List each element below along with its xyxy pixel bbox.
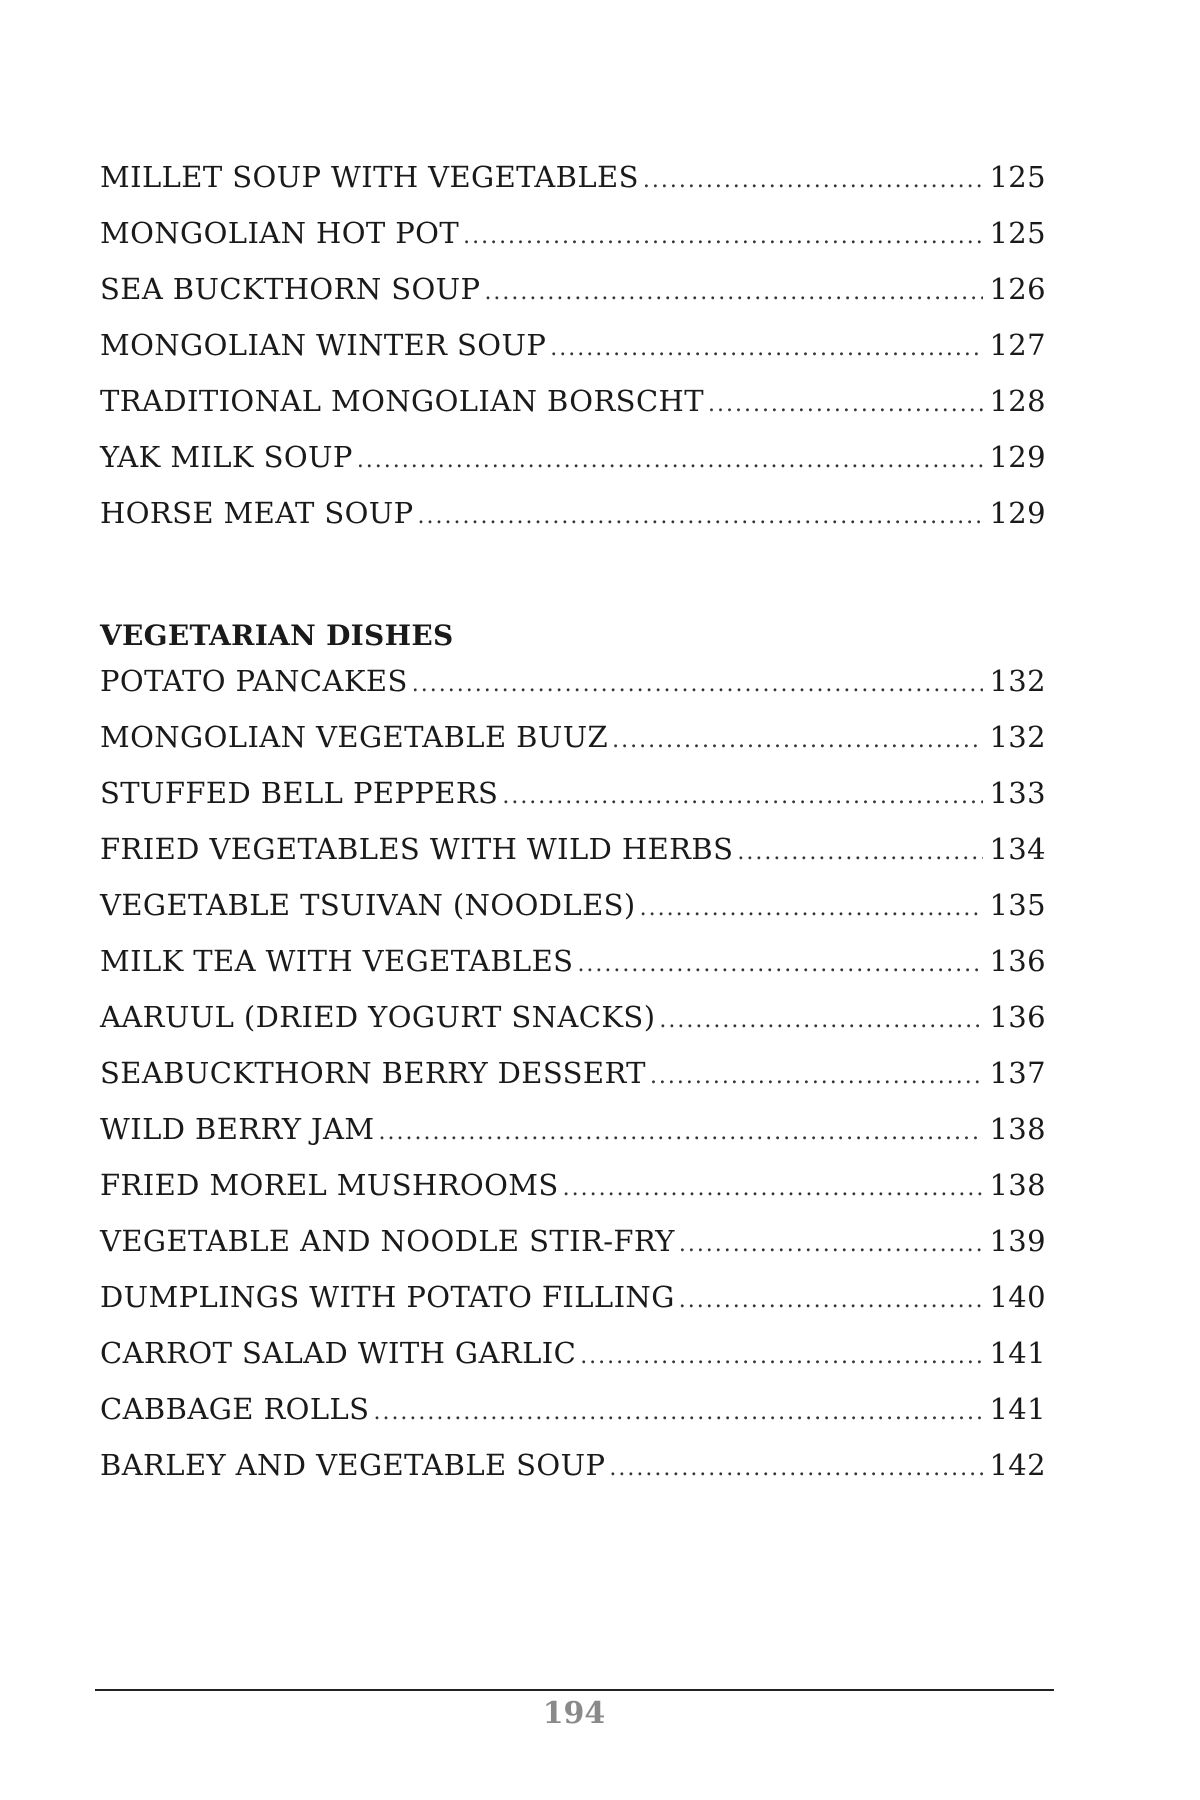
toc-entry[interactable] (100, 776, 1046, 832)
toc-leader-dots (679, 1232, 984, 1257)
toc-entry-page: 138 (989, 1112, 1046, 1146)
toc-leader-dots (577, 952, 983, 977)
toc-entry[interactable] (100, 720, 1046, 776)
toc-entry-page: 126 (989, 272, 1046, 306)
toc-entry-page: 127 (989, 328, 1046, 362)
toc-entry[interactable] (100, 1336, 1046, 1392)
toc-leader-dots (659, 1008, 983, 1033)
toc-leader-dots (550, 336, 983, 361)
toc-leader-dots (357, 448, 984, 473)
toc-entry-title: SEA BUCKTHORN SOUP (100, 272, 481, 306)
toc-entry-title: STUFFED BELL PEPPERS (100, 776, 499, 810)
toc-entry-title: YAK MILK SOUP (100, 440, 353, 474)
toc-entry[interactable] (100, 664, 1046, 720)
toc-entry-page: 140 (989, 1280, 1046, 1314)
toc-entry-page: 139 (989, 1224, 1046, 1258)
toc-entry-page: 129 (989, 496, 1046, 530)
toc-entry-page: 125 (989, 160, 1046, 194)
toc-leader-dots (378, 1120, 983, 1145)
toc-entry[interactable] (100, 384, 1046, 440)
toc-entry-title: MONGOLIAN HOT POT (100, 216, 460, 250)
toc-entry-title: HORSE MEAT SOUP (100, 496, 414, 530)
toc-leader-dots (412, 672, 984, 697)
toc-entry[interactable] (100, 1000, 1046, 1056)
toc-entry[interactable] (100, 944, 1046, 1000)
toc-entry-title: TRADITIONAL MONGOLIAN BORSCHT (100, 384, 704, 418)
toc-entry-title: FRIED VEGETABLES WITH WILD HERBS (100, 832, 734, 866)
toc-entry[interactable] (100, 160, 1046, 216)
toc-entry[interactable] (100, 216, 1046, 272)
toc-entry[interactable] (100, 1168, 1046, 1224)
footer-divider (95, 1689, 1054, 1691)
toc-entry[interactable] (100, 1448, 1046, 1504)
toc-leader-dots (643, 168, 984, 193)
toc-entry-page: 132 (989, 720, 1046, 754)
toc-entry-title: CARROT SALAD WITH GARLIC (100, 1336, 577, 1370)
toc-entry[interactable] (100, 272, 1046, 328)
toc-leader-dots (418, 504, 984, 529)
toc-entry-title: WILD BERRY JAM (100, 1112, 375, 1146)
toc-leader-dots (679, 1288, 984, 1313)
toc-entry-page: 136 (989, 1000, 1046, 1034)
toc-entry-title: VEGETABLE TSUIVAN (NOODLES) (100, 888, 636, 922)
toc-leader-dots (612, 728, 983, 753)
toc-leader-dots (484, 280, 983, 305)
toc-entry-page: 138 (989, 1168, 1046, 1202)
toc-vegetarian-entries (100, 664, 1046, 1504)
toc-entry[interactable] (100, 496, 1046, 552)
toc-entry-title: VEGETABLE AND NOODLE STIR-FRY (100, 1224, 675, 1258)
toc-entry-title: BARLEY AND VEGETABLE SOUP (100, 1448, 606, 1482)
toc-leader-dots (580, 1344, 983, 1369)
toc-entry-page: 132 (989, 664, 1046, 698)
toc-entry-title: MILK TEA WITH VEGETABLES (100, 944, 574, 978)
toc-leader-dots (708, 392, 983, 417)
toc-entry-page: 141 (989, 1336, 1046, 1370)
toc-entry-title: MONGOLIAN WINTER SOUP (100, 328, 547, 362)
toc-leader-dots (563, 1176, 984, 1201)
toc-entry-page: 142 (989, 1448, 1046, 1482)
toc-entry[interactable] (100, 1224, 1046, 1280)
toc-entry-title: MILLET SOUP WITH VEGETABLES (100, 160, 639, 194)
toc-entry-page: 129 (989, 440, 1046, 474)
toc-soups-continued (100, 160, 1046, 552)
toc-entry-page: 136 (989, 944, 1046, 978)
toc-entry[interactable] (100, 832, 1046, 888)
toc-entry-page: 125 (989, 216, 1046, 250)
toc-entry-page: 133 (989, 776, 1046, 810)
toc-entry-title: POTATO PANCAKES (100, 664, 408, 698)
toc-entry-title: FRIED MOREL MUSHROOMS (100, 1168, 559, 1202)
page-number: 194 (542, 1696, 606, 1731)
toc-entry[interactable] (100, 1112, 1046, 1168)
toc-entry-page: 137 (989, 1056, 1046, 1090)
toc-leader-dots (609, 1456, 983, 1481)
toc-leader-dots (373, 1400, 983, 1425)
toc-entry-title: SEABUCKTHORN BERRY DESSERT (100, 1056, 646, 1090)
toc-entry[interactable] (100, 1280, 1046, 1336)
toc-entry[interactable] (100, 1392, 1046, 1448)
toc-entry-title: MONGOLIAN VEGETABLE BUUZ (100, 720, 609, 754)
toc-entry[interactable] (100, 440, 1046, 496)
toc-vegetarian-section (100, 608, 1046, 1504)
toc-entry[interactable] (100, 328, 1046, 384)
toc-leader-dots (640, 896, 984, 921)
toc-entry-page: 128 (989, 384, 1046, 418)
toc-entry-title: DUMPLINGS WITH POTATO FILLING (100, 1280, 675, 1314)
toc-entry-title: CABBAGE ROLLS (100, 1392, 370, 1426)
section-heading: VEGETARIAN DISHES (100, 619, 454, 652)
toc-entry[interactable] (100, 1056, 1046, 1112)
toc-entry[interactable] (100, 888, 1046, 944)
toc-entry-page: 141 (989, 1392, 1046, 1426)
toc-leader-dots (502, 784, 983, 809)
toc-entry-page: 134 (989, 832, 1046, 866)
toc-leader-dots (737, 840, 983, 865)
toc-leader-dots (650, 1064, 984, 1089)
toc-leader-dots (463, 224, 983, 249)
toc-entry-title: AARUUL (DRIED YOGURT SNACKS) (100, 1000, 656, 1034)
toc-entry-page: 135 (989, 888, 1046, 922)
